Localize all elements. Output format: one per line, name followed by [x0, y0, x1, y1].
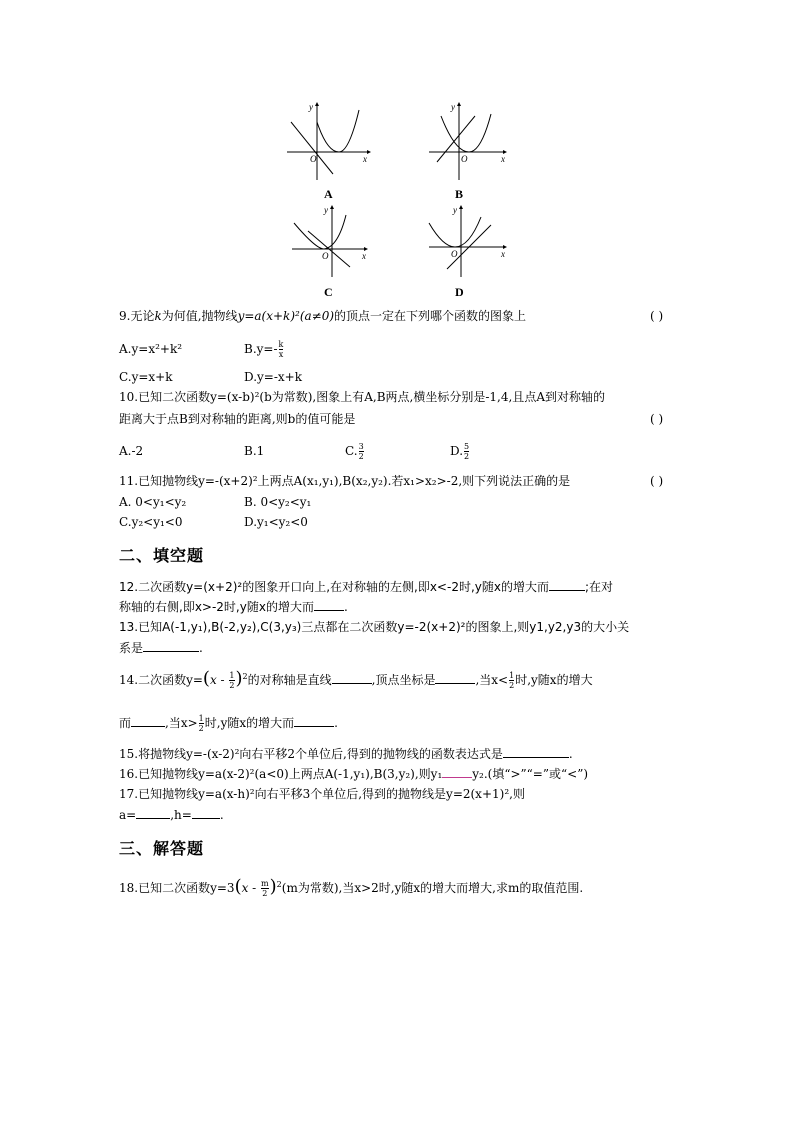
- q14-line2-when: ,当x>: [165, 716, 198, 730]
- q13-line1: 13.已知A(-1,y₁),B(-2,y₂),C(3,y₃)三点都在二次函数y=-2(x+2)²的图象上,则y1,y2,y3的大小关: [119, 620, 630, 634]
- q11-option-c: C.y₂<y₁<0: [119, 515, 183, 529]
- q18-fraction: $\frac{m}{2}$: [261, 879, 269, 898]
- figure-c-label: C: [324, 285, 333, 299]
- q13-blank[interactable]: [143, 639, 199, 652]
- q14-fraction-3: $\frac{1}{2}$: [198, 714, 204, 733]
- q17-a-label: a=: [119, 808, 137, 822]
- q17-tail: .: [219, 808, 224, 822]
- q10-option-d-fraction: $\frac{5}{2}$: [464, 442, 470, 461]
- q12-line2: [119, 598, 348, 615]
- q10-answer-paren: ( ): [650, 412, 664, 426]
- q18-text: (m为常数),当x>2时,y随x的增大而增大,求m的取值范围.: [281, 881, 584, 895]
- q15-blank[interactable]: [503, 745, 569, 758]
- q9-prefix: 9.无论: [119, 309, 155, 323]
- q15-text: 15.将抛物线y=-(x-2)²向右平移2个单位后,得到的抛物线的函数表达式是: [119, 747, 503, 761]
- section-fill-in-blank-heading: 二、填空题: [119, 546, 205, 565]
- q17-h-label: ,h=: [170, 808, 192, 822]
- q13-line2-tail: .: [199, 641, 203, 655]
- q14-blank-increase[interactable]: [294, 714, 334, 727]
- q10-option-d-label: D.: [450, 444, 464, 458]
- q18-line: 18.已知二次函数y=3(x - $\frac{m}{2}$ )$^2$(m为常数),当x>2时,y随x的增大而增大,求m的取值范围.: [119, 876, 584, 898]
- svg-text:x: x: [362, 251, 366, 261]
- q18-inner: x -: [241, 881, 261, 895]
- q12-line1: [119, 578, 613, 595]
- svg-text:O: O: [461, 154, 468, 164]
- q9-formula: y=a(x+k)²(a≠0): [237, 309, 335, 323]
- q15-tail: .: [568, 747, 573, 761]
- q11-answer-paren: ( ): [650, 474, 664, 488]
- q16-text: 16.已知抛物线y=a(x-2)²(a<0)上两点A(-1,y₁),B(3,y₂),则y₁: [119, 767, 443, 781]
- svg-text:x: x: [501, 249, 505, 259]
- svg-text:O: O: [310, 154, 317, 164]
- q11-stem: 11.已知抛物线y=-(x+2)²上两点A(x₁,y₁),B(x₂,y₂).若x₁>x₂>-2,则下列说法正确的是: [119, 474, 571, 488]
- q12-blank-2[interactable]: [314, 598, 344, 611]
- svg-text:y: y: [324, 205, 328, 215]
- svg-text:x: x: [363, 154, 367, 164]
- q14-blank-axis[interactable]: [332, 671, 372, 684]
- q12-line1-tail: ;在对: [584, 580, 614, 594]
- q11-option-d: D.y₁<y₂<0: [244, 515, 308, 529]
- svg-text:O: O: [322, 251, 329, 261]
- section-solution-heading: 三、解答题: [119, 839, 205, 858]
- q14-line2-tail: .: [334, 716, 338, 730]
- figure-a: [283, 100, 373, 185]
- q12-line1-text: 12.二次函数y=(x+2)²的图象开口向上,在对称轴的左侧,即x<-2时,y随x的增大而: [119, 580, 549, 594]
- q14-line1: 14.二次函数y=(x - $\frac{1}{2}$ )$^2$的对称轴是直线 ,顶点坐标是 ,当x< $\frac{1}{2}$ 时,y随x的增大: [119, 668, 593, 690]
- q12-blank-1[interactable]: [549, 578, 585, 591]
- svg-text:x: x: [501, 154, 505, 164]
- figure-d-label: D: [455, 285, 464, 299]
- q12-line2-text: 称轴的右侧,即x>-2时,y随x的增大而: [119, 600, 314, 614]
- figure-d: [425, 203, 510, 283]
- q13-line2-text: 系是: [119, 641, 144, 655]
- q14-when-text: ,当x<: [475, 673, 509, 687]
- q11-option-b: B. 0<y₂<y₁: [244, 495, 312, 509]
- q10-option-a: A.-2: [119, 444, 144, 458]
- q18-prefix: 18.已知二次函数y=3: [119, 881, 235, 895]
- figure-a-label: A: [324, 187, 333, 201]
- q16-line: [119, 765, 588, 782]
- q14-line2-text: 时,y随x的增大而: [204, 716, 295, 730]
- q15-line: [119, 745, 573, 762]
- q14-blank-vertex[interactable]: [435, 671, 475, 684]
- q9-option-b: [244, 336, 284, 362]
- q14-fraction: $\frac{1}{2}$: [229, 671, 235, 690]
- q9-answer-paren: ( ): [650, 309, 664, 323]
- q9-option-b-label: B.y=-: [244, 342, 278, 356]
- figure-b: [425, 100, 515, 185]
- q14-prefix: 14.二次函数y=: [119, 673, 203, 687]
- q14-fraction-2: $\frac{1}{2}$: [509, 671, 515, 690]
- q14-vertex-text: ,顶点坐标是: [371, 673, 436, 687]
- q17-line1: 17.已知抛物线y=a(x-h)²向右平移3个单位后,得到的抛物线是y=2(x+1)²,则: [119, 787, 525, 801]
- q11-option-a: A. 0<y₁<y₂: [119, 495, 187, 509]
- q14-blank-decrease[interactable]: [131, 714, 165, 727]
- q14-line2-prefix: 而: [119, 716, 132, 730]
- q9-k: k: [154, 309, 162, 323]
- q16-blank[interactable]: [442, 765, 472, 778]
- q14-line2: [119, 710, 338, 736]
- q14-inner: x -: [209, 673, 229, 687]
- svg-text:y: y: [309, 102, 313, 112]
- q10-option-c: [345, 438, 365, 464]
- q9-suffix: 的顶点一定在下列哪个函数的图象上: [334, 309, 527, 323]
- q10-line2: 距离大于点B到对称轴的距离,则b的值可能是: [119, 412, 356, 426]
- q10-line1: 10.已知二次函数y=(x-b)²(b为常数),图象上有A,B两点,横坐标分别是-1,4,且点A到对称轴的: [119, 390, 605, 404]
- svg-text:y: y: [451, 102, 455, 112]
- q9-stem: [119, 308, 526, 324]
- figure-c: [288, 203, 373, 283]
- q17-line2: [119, 806, 224, 823]
- svg-text:y: y: [453, 205, 457, 215]
- q17-blank-h[interactable]: [192, 806, 220, 819]
- q10-option-b: B.1: [244, 444, 265, 458]
- q17-blank-a[interactable]: [136, 806, 170, 819]
- q14-axis-text: 的对称轴是直线: [247, 673, 332, 687]
- q9-mid: 为何值,抛物线: [161, 309, 238, 323]
- q9-option-c: C.y=x+k: [119, 370, 173, 384]
- q12-line2-tail: .: [343, 600, 348, 614]
- q16-tail: y₂.(填“>”“=”或“<”): [472, 767, 589, 781]
- svg-text:O: O: [451, 249, 458, 259]
- q10-option-c-label: C.: [345, 444, 358, 458]
- q9-option-b-fraction: $\frac{k}{x}$: [278, 340, 284, 359]
- q14-when2-text: 时,y随x的增大: [515, 673, 593, 687]
- q10-option-c-fraction: $\frac{3}{2}$: [358, 442, 364, 461]
- q9-option-d: D.y=-x+k: [244, 370, 302, 384]
- q13-line2: [119, 639, 203, 656]
- figure-b-label: B: [455, 187, 464, 201]
- q9-option-a: A.y=x²+k²: [119, 342, 183, 356]
- q10-option-d: [450, 438, 470, 464]
